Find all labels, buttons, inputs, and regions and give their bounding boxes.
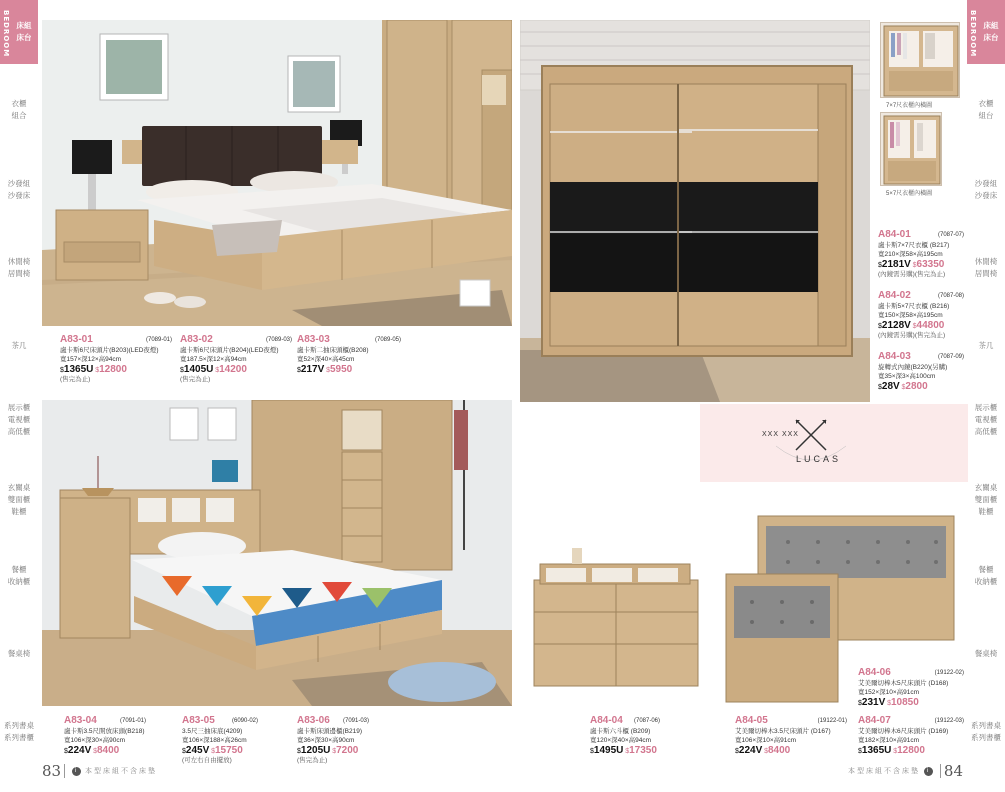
product-code: A83-04 [64,715,97,726]
product-code: A83-01 [60,334,93,345]
product-ref: (7089-05) [374,337,401,343]
footer-note-right [848,766,933,776]
product-pv: 224V [738,744,763,756]
product-code: A84-02 [878,290,911,301]
product-size: 寬106×深188×高26cm [182,737,247,744]
product-pv: 1405U [183,363,214,375]
product-ref: (7089-01) [145,337,172,343]
product-caption-a84-02: A84-02 (7087-08) 盧卡斯5×7尺衣櫃 (B216) 寬150×深58×高195cm $2128V $44800 (內鏡需另購)(售完為止) [878,290,964,339]
logo-marks: XXX XXX [762,431,799,438]
interior-note-7x7: 7×7尺衣櫃內橫圖 [886,103,933,109]
info-icon: i [924,767,933,776]
sidebar-tab-storage[interactable]: 餐櫃 收納櫃 [7,565,31,586]
sidebar-tab-dining[interactable]: 餐桌椅 [7,649,31,658]
product-size: 寬35×深3×高100cm [878,373,936,380]
product-ref: (7087-09) [937,354,964,360]
sidebar-tab-display-cabinet-right[interactable]: 展示櫃 電視櫃 高低櫃 [974,403,998,436]
product-caption-a84-06: A84-06 (19122-02) 艾美爾切棒木5尺床頭片 (D168) 寬152×深10×高91cm $231V $10850 [858,667,964,708]
product-caption-a84-03: A84-03 (7087-09) 旋轉式內鏡(B220)(另購) 寬35×深3×高100cm $28V $2800 [878,351,964,392]
product-ref: (7087-07) [937,232,964,238]
product-price: 8400 [96,744,120,756]
product-pv: 1365U [861,744,892,756]
product-size: 寬120×深40×高94cm [590,737,652,744]
product-pv: 245V [185,744,210,756]
product-ref: (19122-03) [934,718,964,724]
product-code: A83-03 [297,334,330,345]
product-pv: 224V [67,744,92,756]
sidebar-tab-entry-table-right[interactable]: 玄關桌 雙面櫃 鞋櫃 [974,483,998,516]
product-caption-a84-01: A84-01 (7087-07) 盧卡斯7×7尺衣櫃 (B217) 寬210×深58×高195cm $2181V $63350 (內鏡需另購)(售完為止) [878,229,964,278]
product-name: 盧卡斯二抽床頭櫃(B208) [297,346,369,354]
product-size: 寬36×深30×高90cm [297,737,355,744]
product-code: A84-04 [590,715,623,726]
sidebar-tab-display-cabinet[interactable]: 展示櫃 電視櫃 高低櫃 [7,403,31,436]
footer-divider-left [64,764,65,778]
product-size: 寬106×深30×高90cm [64,737,126,744]
interior-photo-5x7 [880,112,942,186]
product-size: 寬157×深12×高94cm [60,356,122,363]
product-name: 盧卡斯床頭邊櫃(B219) [297,727,363,735]
product-name: 盧卡斯6尺床頭片(B204)(LED夜燈) [180,346,279,354]
info-icon: i [72,767,81,776]
left-sidebar [0,0,38,792]
product-caption-a83-04: A83-04 (7091-01) 盧卡斯3.5尺開放床頭(B218) 寬106×深30×高90cm $224V $8400 [64,715,146,756]
drawer-chest-photo [524,540,702,690]
product-name: 盧卡斯5×7尺衣櫃 (B216) [878,302,950,310]
product-code: A83-05 [182,715,215,726]
interior-photo-7x7 [880,22,960,98]
product-caption-a84-05: A84-05 (19122-01) 艾美爾切棒木3.5尺床頭片 (D167) 寬106×深10×高91cm $224V $8400 [735,715,847,756]
product-price: 15750 [214,744,243,756]
product-code: A84-07 [858,715,891,726]
product-size: 寬187.5×深12×高94cm [180,356,247,363]
footer-note-left [72,766,157,776]
sidebar-tab-bed-right[interactable] [967,0,1005,64]
interior-note-5x7: 5×7尺衣櫃內橫圖 [886,191,933,197]
footer-divider-right [940,764,941,778]
page-number-right: 84 [943,762,963,780]
product-name: 盧卡斯6尺床頭片(B203)(LED夜燈) [60,346,159,354]
product-ref: (19122-02) [934,670,964,676]
product-ref: (7087-06) [633,718,660,724]
product-code: A84-03 [878,351,911,362]
product-pv: 28V [881,380,900,392]
product-name: 盧卡斯3.5尺開放床頭(B218) [64,727,145,735]
product-price: 5950 [329,363,353,375]
sidebar-tab-leisure-chair[interactable]: 休閒椅 居間椅 [7,257,31,278]
product-note: (內鏡需另購)(售完為止) [878,332,946,339]
sidebar-tab-wardrobe-right[interactable]: 衣櫃 組台 [978,99,994,120]
product-code: A84-06 [858,667,891,678]
product-note: (可左右自由擺放) [182,757,232,764]
bedroom-photo-single [42,400,512,706]
sidebar-tab-label: 床組 床台 [16,21,32,42]
product-note: (售完為止) [297,757,328,764]
product-size: 寬152×深10×高91cm [858,689,920,696]
sidebar-tab-wardrobe[interactable]: 衣櫃 組合 [11,99,27,120]
product-caption-a83-05: A83-05 (6090-02) 3.5尺三抽床底(4209) 寬106×深188×高26cm $245V $15750 (可左右自由擺放) [182,715,258,764]
product-ref: (7087-08) [937,293,964,299]
sidebar-tab-leisure-chair-right[interactable]: 休閒椅 居間椅 [974,257,998,278]
product-pv: 1365U [63,363,94,375]
product-name: 旋轉式內鏡(B220)(另購) [878,363,948,371]
product-size: 寬182×深10×高91cm [858,737,920,744]
sidebar-tab-desk-right[interactable]: 系列書桌 系列書櫃 [971,721,1001,742]
sidebar-vertical-label: BEDROOM [2,10,10,58]
product-pv: 231V [861,696,886,708]
product-ref: (7091-01) [119,718,146,724]
product-ref: (19122-01) [817,718,847,724]
lucas-logo [756,418,866,472]
product-ref: (7091-03) [342,718,369,724]
product-price: 12800 [99,363,127,375]
product-price: 7200 [336,744,359,756]
right-sidebar [967,0,1005,792]
product-note: (內鏡需另購)(售完為止) [878,271,946,278]
product-note: (售完為止) [180,376,211,383]
footer-note-right-text: 本型床組不含床墊 [848,768,921,775]
sidebar-tab-storage-right[interactable]: 餐櫃 收納櫃 [974,565,998,586]
product-price: 63350 [916,258,945,270]
product-caption-a83-06: A83-06 (7091-03) 盧卡斯床頭邊櫃(B219) 寬36×深30×高90cm $1205U $7200 (售完為止) [297,715,369,764]
product-name: 艾美爾切棒木3.5尺床頭片 (D167) [735,727,831,735]
product-note: (售完為止) [60,376,91,383]
product-code: A83-06 [297,715,330,726]
logo-text: LUCAS [796,454,842,464]
product-ref: (6090-02) [231,718,258,724]
product-caption-a84-07: A84-07 (19122-03) 艾美爾切棒木6尺床頭片 (D169) 寬182×深10×高91cm $1365U $12800 [858,715,964,756]
product-name: 3.5尺三抽床底(4209) [182,727,243,735]
product-price: 10850 [890,696,919,708]
product-caption-a84-04: A84-04 (7087-06) 盧卡斯六斗櫃 (B209) 寬120×深40×高94cm $1495U $17350 [590,715,660,756]
product-pv: 1205U [300,744,331,756]
product-pv: 217V [300,363,325,375]
sidebar-tab-sofa[interactable]: 沙發組 沙發床 [7,179,31,200]
product-caption-a83-02: A83-02 (7089-03) 盧卡斯6尺床頭片(B204)(LED夜燈) 寬187.5×深12×高94cm $1405U $14200 (售完為止) [180,334,292,383]
product-pv: 2128V [881,319,911,331]
product-price: 8400 [767,744,791,756]
product-size: 寬210×深58×高195cm [878,251,943,258]
product-price: 12800 [897,744,925,756]
product-pv: 1495U [593,744,624,756]
product-code: A83-02 [180,334,213,345]
product-name: 盧卡斯六斗櫃 (B209) [590,727,651,735]
product-price: 44800 [916,319,945,331]
page-number-left: 83 [42,762,62,780]
wardrobe-photo [520,20,870,402]
product-size: 寬150×深58×高195cm [878,312,943,319]
product-code: A84-01 [878,229,911,240]
product-price: 17350 [629,744,657,756]
sidebar-tab-label-right: 床組 床台 [983,21,999,42]
product-ref: (7089-03) [265,337,292,343]
product-price: 14200 [219,363,247,375]
sidebar-tab-sofa-right[interactable]: 沙發組 沙發床 [974,179,998,200]
product-name: 艾美爾切棒木6尺床頭片 (D169) [858,727,949,735]
product-name: 艾美爾切棒木5尺床頭片 (D168) [858,679,949,687]
sidebar-tab-tea-table[interactable]: 茶几 [11,341,27,350]
product-price: 2800 [905,380,928,392]
sidebar-tab-dining-right[interactable]: 餐桌椅 [974,649,998,658]
sidebar-tab-entry-table[interactable]: 玄關桌 雙面櫃 鞋櫃 [7,483,31,516]
product-code: A84-05 [735,715,768,726]
product-caption-a83-03: A83-03 (7089-05) 盧卡斯二抽床頭櫃(B208) 寬52×深40×高45cm $217V $5950 [297,334,401,375]
sidebar-vertical-label-right: BEDROOM [969,10,977,58]
sidebar-tab-bed[interactable] [0,0,38,64]
product-pv: 2181V [881,258,911,270]
sidebar-tab-tea-table-right[interactable]: 茶几 [978,341,994,350]
product-name: 盧卡斯7×7尺衣櫃 (B217) [878,241,950,249]
bedroom-photo-queen [42,20,512,326]
sidebar-tab-desk[interactable]: 系列書桌 系列書櫃 [4,721,34,742]
footer-note-left-text: 本型床組不含床墊 [84,768,157,775]
product-caption-a83-01: A83-01 (7089-01) 盧卡斯6尺床頭片(B203)(LED夜燈) 寬157×深12×高94cm $1365U $12800 (售完為止) [60,334,172,383]
product-size: 寬52×深40×高45cm [297,356,355,363]
product-size: 寬106×深10×高91cm [735,737,797,744]
